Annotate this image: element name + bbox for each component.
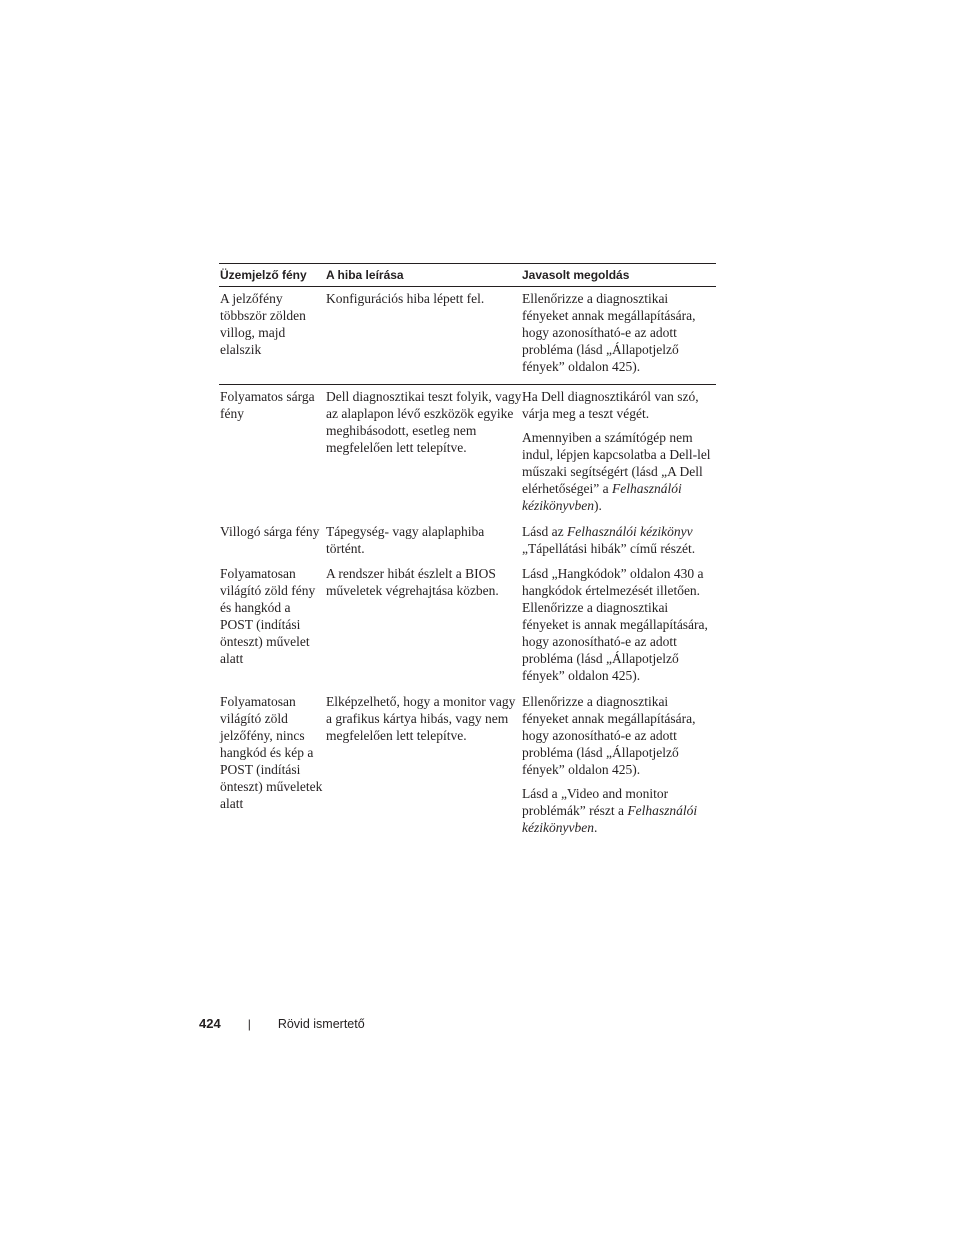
solution-paragraph — [522, 693, 716, 778]
description-cell: Tápegység- vagy alaplaphiba történt. — [326, 524, 485, 556]
description-cell: Elképzelhető, hogy a monitor vagy a grafikus kártya hibás, vagy nem megfelelően lett telepítve. — [326, 694, 516, 743]
solution-cell — [522, 388, 716, 514]
section-title: Rövid ismertető — [277, 1016, 365, 1031]
solution-cell — [522, 565, 716, 684]
solution-cell — [522, 523, 716, 557]
page-number: 424 — [199, 1016, 221, 1031]
description-cell: A rendszer hibát észlelt a BIOS műveletek végrehajtása közben. — [326, 566, 499, 598]
solution-text: „Tápellátási hibák” című részét. — [522, 541, 696, 556]
description-cell: Konfigurációs hiba lépett fel. — [326, 291, 485, 306]
table-row — [219, 523, 716, 565]
footer-separator: | — [247, 1016, 251, 1031]
manual-reference: Felhasználói kézikönyvben — [522, 803, 698, 835]
table-row — [219, 287, 716, 385]
table-row — [219, 565, 716, 693]
header-problem-description: A hiba leírása — [326, 267, 404, 282]
header-suggested-resolution: Javasolt megoldás — [522, 267, 630, 282]
troubleshooting-table — [219, 263, 716, 845]
manual-reference: Felhasználói kézikönyv — [566, 524, 693, 539]
table-header-row — [219, 263, 716, 287]
solution-text: Amennyiben a számítógép nem indul, lépjen kapcsolatba a Dell-lel műszaki segítségért (lásd „A Dell elérhetőségei” a — [522, 430, 711, 496]
solution-text: Ellenőrizze a diagnosztikai fényeket annak megállapítására, hogy azonosítható-e az adott probléma (lásd „Állapotjelző fények” oldalon 425). — [522, 291, 696, 374]
solution-text: Lásd az — [522, 524, 567, 539]
solution-text: . — [593, 820, 598, 835]
solution-cell — [522, 693, 716, 836]
solution-paragraph — [522, 429, 716, 514]
light-cell: A jelzőfény többször zölden villog, majd elalszik — [220, 291, 306, 357]
solution-paragraph — [522, 785, 716, 836]
light-cell: Villogó sárga fény — [220, 524, 320, 539]
table-row — [219, 693, 716, 845]
manual-reference: Felhasználói kézikönyvben — [522, 481, 682, 513]
page-footer — [199, 1016, 365, 1031]
solution-paragraph — [522, 388, 716, 422]
solution-paragraph — [522, 565, 716, 684]
solution-text: Ellenőrizze a diagnosztikai fényeket annak megállapítására, hogy azonosítható-e az adott probléma (lásd „Állapotjelző fények” oldalon 425). — [522, 694, 696, 777]
table-row — [219, 385, 716, 523]
light-cell: Folyamatos sárga fény — [220, 389, 315, 421]
light-cell: Folyamatosan világító zöld jelzőfény, nincs hangkód és kép a POST (indítási önteszt) műveletek alatt — [220, 694, 323, 811]
solution-text: Ha Dell diagnosztikáról van szó, várja meg a teszt végét. — [522, 389, 699, 421]
light-cell: Folyamatosan világító zöld fény és hangkód a POST (indítási önteszt) művelet alatt — [220, 566, 316, 666]
solution-text: Lásd a „Video and monitor problémák” részt a — [522, 786, 669, 818]
solution-text: ). — [593, 498, 602, 513]
header-power-light: Üzemjelző fény — [220, 267, 307, 282]
solution-text: Lásd „Hangkódok” oldalon 430 a hangkódok értelmezését illetően. Ellenőrizze a diagnosztikai fényeket is annak megállapítására, hogy azonosítható-e az adott probléma (lásd „Állapotjelző fények” oldalon 425). — [522, 566, 708, 683]
solution-paragraph — [522, 290, 716, 375]
solution-cell — [522, 290, 716, 375]
solution-paragraph — [522, 523, 716, 557]
description-cell: Dell diagnosztikai teszt folyik, vagy az alaplapon lévő eszközök egyike meghibásodott, esetleg nem megfelelően lett telepítve. — [326, 389, 522, 455]
